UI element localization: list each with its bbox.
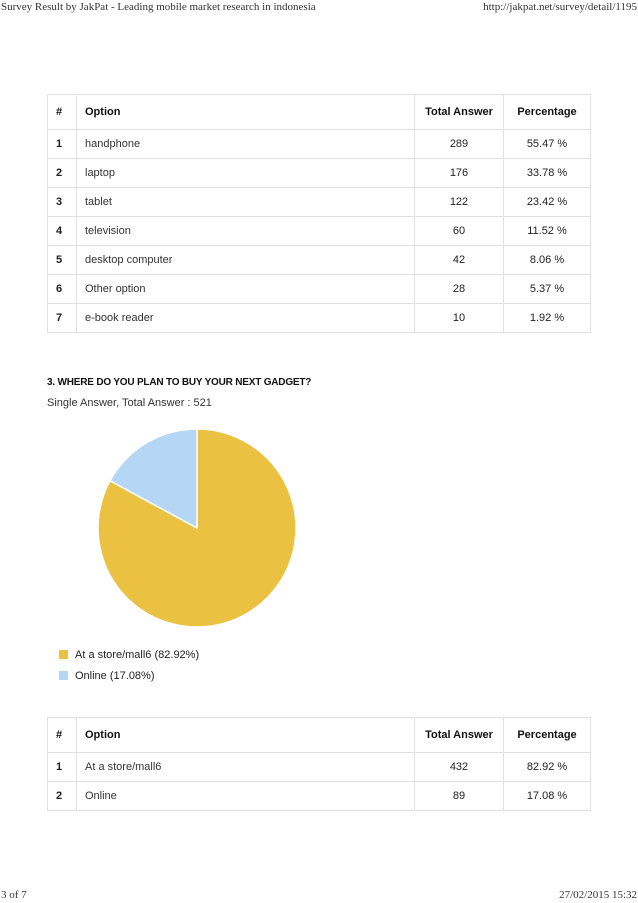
legend-swatch (59, 650, 68, 659)
question-title: 3. WHERE DO YOU PLAN TO BUY YOUR NEXT GADGET? (47, 377, 312, 388)
col-header-index: # (48, 718, 77, 753)
row-total-answer: 289 (415, 130, 504, 159)
print-timestamp: 27/02/2015 15:32 (559, 889, 637, 901)
table-row (48, 246, 591, 275)
col-header-option: Option (77, 95, 415, 130)
table-row (48, 782, 591, 811)
table-row (48, 217, 591, 246)
page-header-url: http://jakpat.net/survey/detail/1195 (483, 1, 637, 13)
legend-percentage: (17.08%) (109, 669, 155, 682)
table-header-row (48, 718, 591, 753)
pie-chart (92, 424, 302, 634)
row-option: e-book reader (77, 304, 415, 333)
row-option: tablet (77, 188, 415, 217)
row-index: 4 (48, 217, 77, 246)
row-option: television (77, 217, 415, 246)
row-option: laptop (77, 159, 415, 188)
table-header-row (48, 95, 591, 130)
row-index: 2 (48, 782, 77, 811)
col-header-total: Total Answer (415, 95, 504, 130)
col-header-index: # (48, 95, 77, 130)
row-total-answer: 89 (415, 782, 504, 811)
page-header-title: Survey Result by JakPat - Leading mobile market research in indonesia (1, 1, 316, 13)
row-index: 2 (48, 159, 77, 188)
row-option: desktop computer (77, 246, 415, 275)
table-row (48, 188, 591, 217)
row-total-answer: 122 (415, 188, 504, 217)
row-total-answer: 10 (415, 304, 504, 333)
row-index: 5 (48, 246, 77, 275)
col-header-total: Total Answer (415, 718, 504, 753)
row-option: Other option (77, 275, 415, 304)
legend-label: Online (75, 669, 107, 682)
row-index: 3 (48, 188, 77, 217)
legend-item (59, 665, 199, 686)
question-subtitle: Single Answer, Total Answer : 521 (47, 397, 212, 409)
row-percentage: 82.92 % (504, 753, 591, 782)
col-header-percentage: Percentage (504, 718, 591, 753)
row-index: 7 (48, 304, 77, 333)
row-total-answer: 176 (415, 159, 504, 188)
row-index: 1 (48, 130, 77, 159)
row-total-answer: 60 (415, 217, 504, 246)
col-header-option: Option (77, 718, 415, 753)
row-percentage: 11.52 % (504, 217, 591, 246)
row-percentage: 8.06 % (504, 246, 591, 275)
page-number: 3 of 7 (1, 889, 27, 901)
chart-legend (59, 644, 199, 686)
row-option: Online (77, 782, 415, 811)
row-percentage: 17.08 % (504, 782, 591, 811)
row-total-answer: 42 (415, 246, 504, 275)
table-row (48, 275, 591, 304)
row-percentage: 5.37 % (504, 275, 591, 304)
legend-item (59, 644, 199, 665)
row-percentage: 1.92 % (504, 304, 591, 333)
col-header-percentage: Percentage (504, 95, 591, 130)
table-row (48, 304, 591, 333)
row-percentage: 23.42 % (504, 188, 591, 217)
legend-label: At a store/mall6 (75, 648, 152, 661)
table-row (48, 130, 591, 159)
row-total-answer: 28 (415, 275, 504, 304)
row-option: At a store/mall6 (77, 753, 415, 782)
row-index: 6 (48, 275, 77, 304)
row-percentage: 33.78 % (504, 159, 591, 188)
row-option: handphone (77, 130, 415, 159)
legend-percentage: (82.92%) (154, 648, 200, 661)
row-percentage: 55.47 % (504, 130, 591, 159)
table-row (48, 159, 591, 188)
legend-swatch (59, 671, 68, 680)
row-total-answer: 432 (415, 753, 504, 782)
results-table-q2 (47, 94, 591, 333)
results-table-q3 (47, 717, 591, 811)
table-row (48, 753, 591, 782)
row-index: 1 (48, 753, 77, 782)
